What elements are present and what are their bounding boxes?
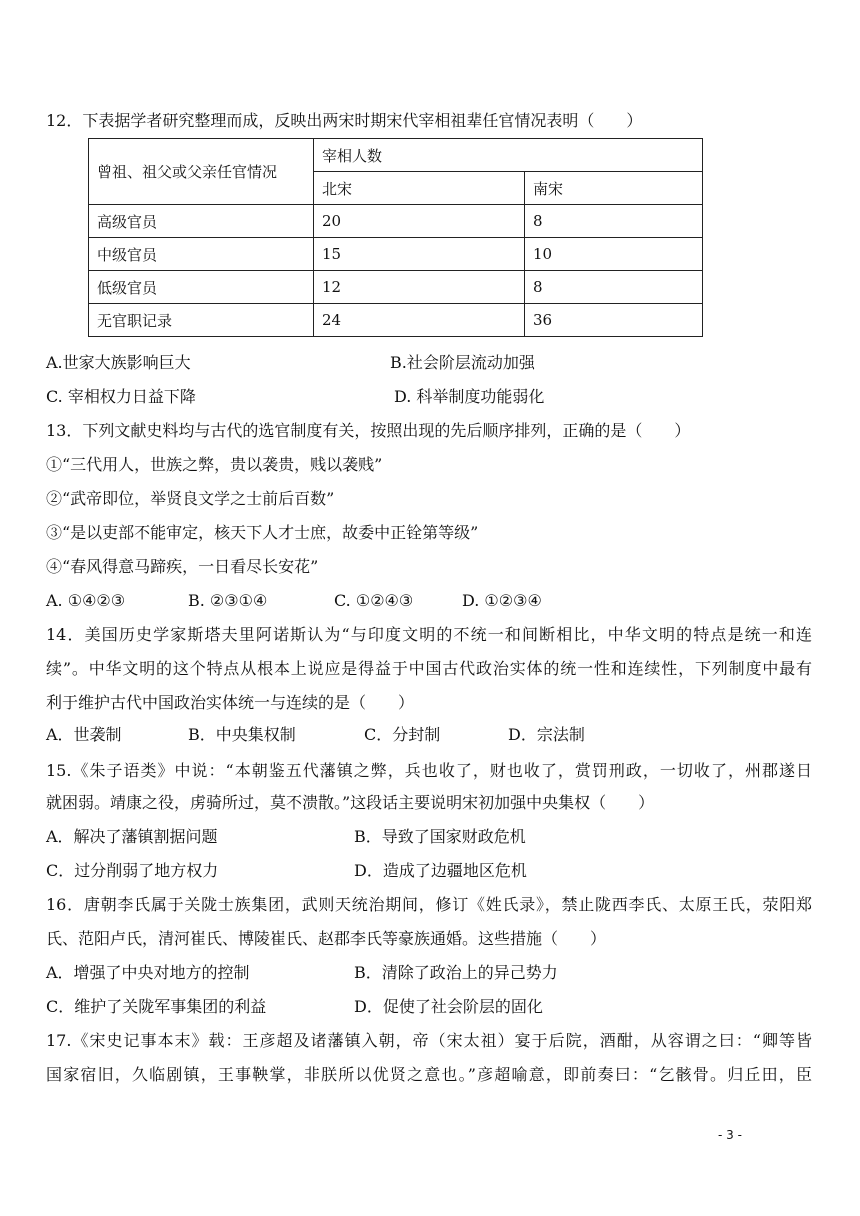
- q14-option-b: B．中央集权制: [188, 725, 296, 744]
- q14-option-c: C．分封制: [364, 725, 441, 744]
- page-number: - 3 -: [718, 1128, 742, 1142]
- table-row: [89, 205, 703, 238]
- table-row: [89, 238, 703, 271]
- table-cell-north: 24: [314, 304, 525, 337]
- q12-option-b: B.社会阶层流动加强: [390, 353, 535, 372]
- q12-option-a: A.世家大族影响巨大: [46, 353, 191, 372]
- q13-option-b: B. ②③①④: [188, 591, 268, 610]
- table-cell-north: 12: [314, 271, 525, 304]
- q12-stem: 12．下表据学者研究整理而成，反映出两宋时期宋代宰相祖辈任官情况表明（ ）: [46, 111, 643, 130]
- table-cell-south: 10: [525, 238, 703, 271]
- table-col-north: 北宋: [314, 172, 525, 205]
- q14-line-1: 14．美国历史学家斯塔夫里阿诺斯认为“与印度文明的不统一和间断相比，中华文明的特点是统一和连: [46, 625, 812, 644]
- table-cell-south: 8: [525, 271, 703, 304]
- q16-option-d: D．促使了社会阶层的固化: [354, 997, 543, 1016]
- q13-option-a: A. ①④②③: [46, 591, 126, 610]
- q14-option-a: A．世袭制: [46, 725, 122, 744]
- q17-line-1: 17.《宋史记事本末》载：王彦超及诸藩镇入朝，帝（宋太祖）宴于后院，酒酣，从容谓之曰：“卿等皆: [46, 1031, 812, 1050]
- q16-option-b: B．清除了政治上的异己势力: [354, 963, 558, 982]
- q15-option-d: D．造成了边疆地区危机: [354, 861, 527, 880]
- q14-line-3: 利于维护古代中国政治实体统一与连续的是（ ）: [46, 693, 415, 712]
- table-col-south: 南宋: [525, 172, 703, 205]
- q14-option-d: D．宗法制: [508, 725, 585, 744]
- q14-line-2: 续”。中华文明的这个特点从根本上说应是得益于中国古代政治实体的统一性和连续性，下列制度中最有: [46, 659, 812, 678]
- q13-option-c: C. ①②④③: [334, 591, 414, 610]
- q15-option-a: A．解决了藩镇割据问题: [46, 827, 218, 846]
- table-row: [89, 304, 703, 337]
- q12-option-c: C. 宰相权力日益下降: [46, 387, 196, 406]
- q16-line-2: 氏、范阳卢氏，清河崔氏、博陵崔氏、赵郡李氏等豪族通婚。这些措施（ ）: [46, 929, 607, 948]
- table-cell-south: 8: [525, 205, 703, 238]
- q13-item-4: ④“春风得意马蹄疾，一日看尽长安花”: [46, 557, 319, 576]
- table-cell-label: 无官职记录: [89, 304, 314, 337]
- q16-option-c: C．维护了关陇军事集团的利益: [46, 997, 267, 1016]
- table-cell-label: 高级官员: [89, 205, 314, 238]
- q17-line-2: 国家宿旧，久临剧镇，王事鞅掌，非朕所以优贤之意也。”彦超喻意，即前奏曰：“乞骸骨。归丘田，臣: [46, 1065, 812, 1084]
- table-cell-label: 低级官员: [89, 271, 314, 304]
- q15-line-2: 就困弱。靖康之役，虏骑所过，莫不溃散。”这段话主要说明宋初加强中央集权（ ）: [46, 793, 655, 812]
- table-col-header: 宰相人数: [314, 139, 703, 172]
- table-cell-label: 中级官员: [89, 238, 314, 271]
- q15-line-1: 15.《朱子语类》中说：“本朝鉴五代藩镇之弊，兵也收了，财也收了，赏罚刑政，一切收了，州郡遂日: [46, 761, 812, 780]
- q12-table: [88, 138, 703, 337]
- table-row: [89, 271, 703, 304]
- table-cell-north: 15: [314, 238, 525, 271]
- table-row-header: 曾祖、祖父或父亲任官情况: [89, 139, 314, 205]
- q13-item-2: ②“武帝即位，举贤良文学之士前后百数”: [46, 489, 335, 508]
- q12-option-d: D. 科举制度功能弱化: [394, 387, 545, 406]
- q13-option-d: D. ①②③④: [462, 591, 542, 610]
- q16-option-a: A．增强了中央对地方的控制: [46, 963, 250, 982]
- table-cell-north: 20: [314, 205, 525, 238]
- q15-option-b: B．导致了国家财政危机: [354, 827, 526, 846]
- q13-stem: 13．下列文献史料均与古代的选官制度有关，按照出现的先后顺序排列，正确的是（ ）: [46, 421, 691, 440]
- q13-item-1: ①“三代用人，世族之弊，贵以袭贵，贱以袭贱”: [46, 455, 383, 474]
- table-cell-south: 36: [525, 304, 703, 337]
- q15-option-c: C．过分削弱了地方权力: [46, 861, 219, 880]
- q16-line-1: 16．唐朝李氏属于关陇士族集团，武则天统治期间，修订《姓氏录》，禁止陇西李氏、太原王氏，荥阳郑: [46, 895, 812, 914]
- q13-item-3: ③“是以吏部不能审定，核天下人才士庶，故委中正铨第等级”: [46, 523, 479, 542]
